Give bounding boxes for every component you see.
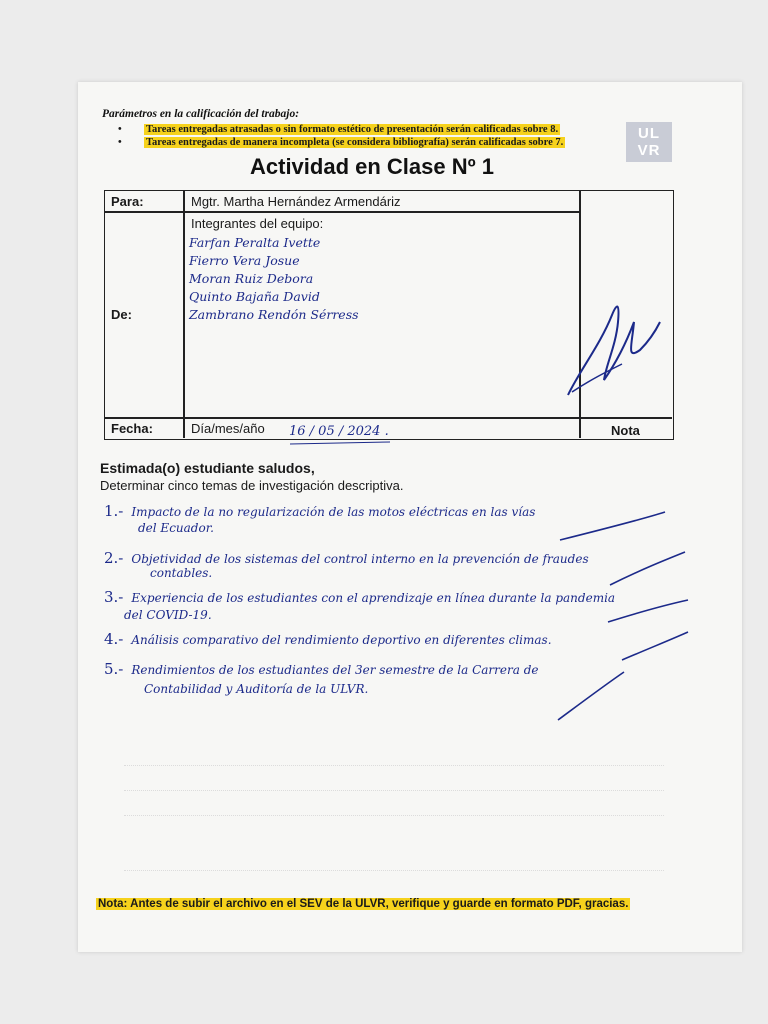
fecha-label: Fecha: xyxy=(111,421,153,436)
team-label: Integrantes del equipo: xyxy=(191,216,324,231)
page-title: Actividad en Clase Nº 1 xyxy=(250,154,495,179)
logo-line: UL xyxy=(638,125,660,142)
topic-text: Experiencia de los estudiantes con el aprendizaje en línea durante la pandemia xyxy=(131,591,616,605)
parameter-text: Tareas entregadas atrasadas o sin formato estético de presentación serán calificadas sobre 8. xyxy=(146,124,559,135)
check-mark xyxy=(610,552,685,585)
topic-number: 4.- xyxy=(104,630,124,648)
topic-line: del Ecuador. xyxy=(138,521,214,535)
footer-note: Nota: Antes de subir el archivo en el SEV de la ULVR, verifique y guarde en formato PDF, gracias. xyxy=(98,898,629,910)
topic-text: Objetividad de los sistemas del control interno en la prevención de fraudes xyxy=(131,552,589,566)
topic-number: 1.- xyxy=(104,502,124,520)
parameter-item: • Tareas entregadas atrasadas o sin formato estético de presentación serán calificadas sobre 8. xyxy=(118,124,559,135)
date-underline xyxy=(290,442,390,444)
date-format-label: Día/mes/año xyxy=(191,421,265,436)
topic-number: 2.- xyxy=(104,549,124,567)
member-name: Farfan Peralta Ivette xyxy=(189,235,321,250)
member-name: Fierro Vera Josue xyxy=(189,253,300,268)
check-mark xyxy=(558,672,624,720)
greeting: Estimada(o) estudiante saludos, xyxy=(100,460,315,476)
logo-line: VR xyxy=(637,142,661,159)
para-label: Para: xyxy=(111,194,144,209)
member-name: Quinto Bajaña David xyxy=(189,289,320,304)
parameter-text: Tareas entregadas de manera incompleta (se considera bibliografía) serán calificadas sobre 7. xyxy=(146,137,564,148)
topic-text: Impacto de la no regularización de las motos eléctricas en las vías xyxy=(131,505,536,519)
signature xyxy=(568,306,660,395)
instruction: Determinar cinco temas de investigación descriptiva. xyxy=(100,478,404,493)
de-label: De: xyxy=(111,307,132,322)
topic-line: Contabilidad y Auditoría de la ULVR. xyxy=(144,682,369,696)
topic-text: Análisis comparativo del rendimiento deportivo en diferentes climas. xyxy=(131,633,552,647)
topic-line: del COVID-19. xyxy=(124,608,212,622)
check-mark xyxy=(622,632,688,660)
parameter-item: • Tareas entregadas de manera incompleta (se considera bibliografía) serán calificadas sobre 7. xyxy=(118,137,564,148)
topic-number: 3.- xyxy=(104,588,124,606)
signature-tail xyxy=(572,364,622,392)
date-value: 16 / 05 / 2024 . xyxy=(289,424,389,439)
member-name: Zambrano Rendón Sérress xyxy=(189,307,359,322)
parameters-title: Parámetros en la calificación del trabajo: xyxy=(102,108,300,120)
topic-text: Rendimientos de los estudiantes del 3er semestre de la Carrera de xyxy=(131,663,539,677)
member-name: Moran Ruiz Debora xyxy=(189,271,314,286)
para-value: Mgtr. Martha Hernández Armendáriz xyxy=(191,194,401,209)
check-mark xyxy=(560,512,665,540)
nota-label: Nota xyxy=(611,423,640,438)
topic-number: 5.- xyxy=(104,660,124,678)
topic-line: contables. xyxy=(150,566,213,580)
check-mark xyxy=(608,600,688,622)
